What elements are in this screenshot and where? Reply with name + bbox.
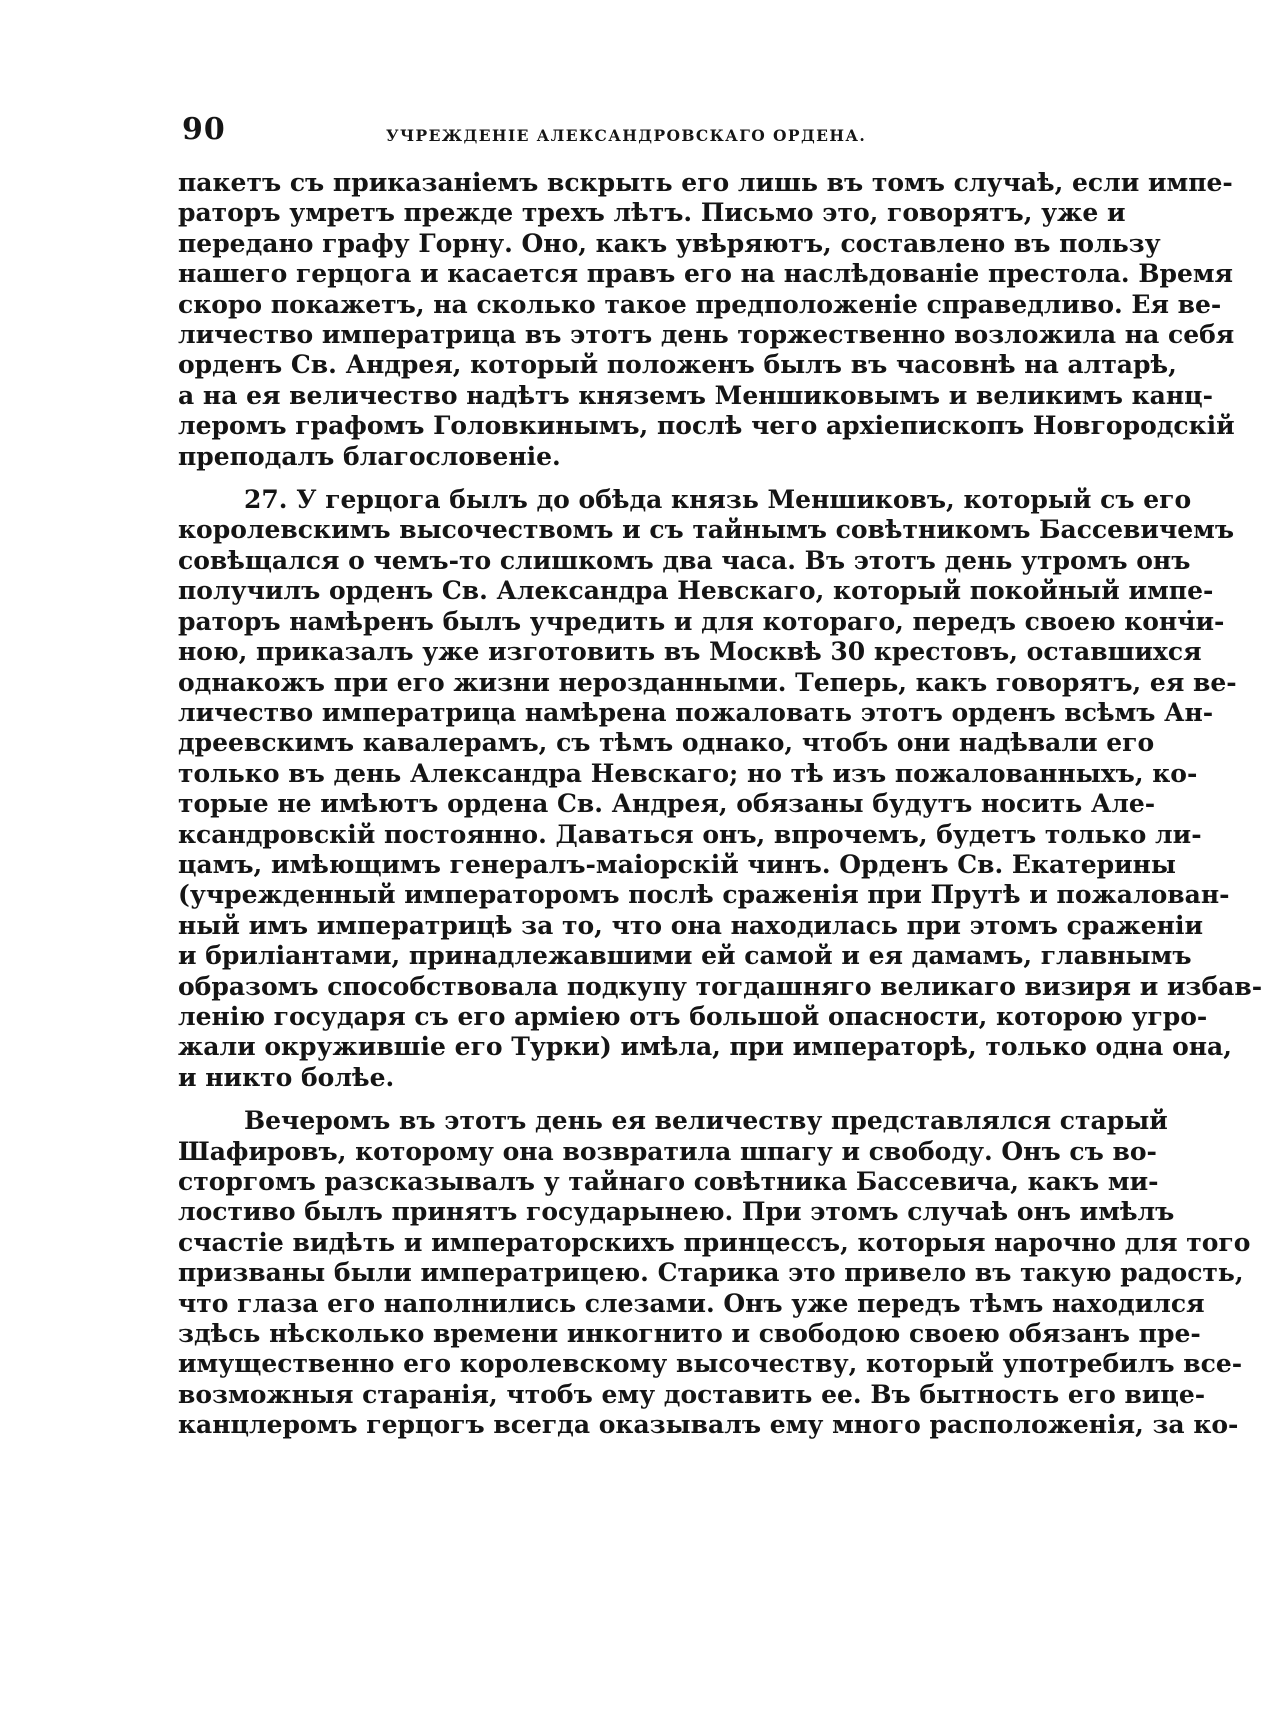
text-line: Вечеромъ въ этотъ день ея величеству представлялся старый xyxy=(244,1106,1168,1136)
text-line: торые не имѣютъ ордена Св. Андрея, обязаны будутъ носить Але- xyxy=(178,789,1156,819)
paragraph-3 xyxy=(178,1106,1251,1440)
text-line: здѣсь нѣсколько времени инкогнито и свободою своею обязанъ пре- xyxy=(178,1319,1201,1349)
text-line: канцлеромъ герцогъ всегда оказывалъ ему много расположенія, за ко- xyxy=(178,1410,1239,1440)
running-title: УЧРЕЖДЕНІЕ АЛЕКСАНДРОВСКАГО ОРДЕНА. xyxy=(386,126,867,145)
text-line: имущественно его королевскому высочеству, который употребилъ все- xyxy=(178,1349,1243,1379)
text-line: сторгомъ разсказывалъ у тайнаго совѣтника Бассевича, какъ ми- xyxy=(178,1167,1159,1196)
text-line: личество императрица въ этотъ день торжественно возложила на себя xyxy=(178,320,1235,350)
text-line: королевскимъ высочествомъ и съ тайнымъ совѣтникомъ Бассевичемъ xyxy=(178,515,1235,545)
text-line: образомъ способствовала подкупу тогдашняго великаго визиря и избав- xyxy=(178,971,1262,1001)
page-header xyxy=(0,0,1140,160)
paragraph-gap xyxy=(178,1093,1064,1106)
text-line: получилъ орденъ Св. Александра Невскаго, который покойный импе- xyxy=(178,576,1214,606)
text-line: однакожъ при его жизни нерозданными. Теперь, какъ говорятъ, ея ве- xyxy=(178,667,1237,697)
text-line: и никто болѣе. xyxy=(178,1062,395,1092)
text-line: орденъ Св. Андрея, который положенъ былъ въ часовнѣ на алтарѣ, xyxy=(178,350,1177,380)
text-line: а на ея величество надѣтъ княземъ Меншиковымъ и великимъ канц- xyxy=(178,380,1214,410)
text-line: раторъ умретъ прежде трехъ лѣтъ. Письмо это, говорятъ, уже и xyxy=(178,198,1126,228)
text-line: Шафировъ, которому она возвратила шпагу и свободу. Онъ съ во- xyxy=(178,1136,1157,1166)
text-line: призваны были императрицею. Старика это привело въ такую радость, xyxy=(178,1258,1244,1288)
text-line: счастіе видѣть и императорскихъ принцессъ, которыя нарочно для того xyxy=(178,1227,1251,1257)
text-line: раторъ намѣренъ былъ учредить и для котораго, передъ своею конч̇и- xyxy=(178,606,1225,636)
text-line: и бриліантами, принадлежавшими ей самой и ея дамамъ, главнымъ xyxy=(178,941,1192,971)
text-line: (учрежденный императоромъ послѣ сраженія при Прутѣ и пожалован- xyxy=(178,880,1230,910)
text-line: жали окружившіе его Турки) имѣла, при императорѣ, только одна она, xyxy=(178,1032,1232,1062)
page-number: 90 xyxy=(182,112,226,147)
text-line: ксандровскій постоянно. Даваться онъ, впрочемъ, будетъ только ли- xyxy=(178,819,1202,849)
text-line: дреевскимъ кавалерамъ, съ тѣмъ однако, чтобъ они надѣвали его xyxy=(178,728,1155,758)
body-text xyxy=(178,168,1262,1441)
text-line: ною, приказалъ уже изготовить въ Москвѣ 30 крестовъ, оставшихся xyxy=(178,637,1202,667)
text-line: совѣщался о чемъ-то слишкомъ два часа. Въ этотъ день утромъ онъ xyxy=(178,545,1191,575)
paragraph-1 xyxy=(178,168,1235,472)
paragraph-gap xyxy=(178,472,1064,485)
text-line: ленію государя съ его арміею отъ большой опасности, которою угро- xyxy=(178,1001,1208,1031)
text-line: нашего герцога и касается правъ его на наслѣдованіе престола. Время xyxy=(178,259,1234,289)
text-line: преподалъ благословеніе. xyxy=(178,441,561,471)
text-line: пакетъ съ приказаніемъ вскрыть его лишь въ томъ случаѣ, если импе- xyxy=(178,168,1233,197)
text-line: ный имъ императрицѣ за то, что она находилась при этомъ сраженіи xyxy=(178,910,1204,940)
text-line: передано графу Горну. Оно, какъ увѣряютъ, составлено въ пользу xyxy=(178,228,1161,258)
text-line: лостиво былъ принятъ государынею. При этомъ случаѣ онъ имѣлъ xyxy=(178,1197,1175,1227)
text-line: цамъ, имѣющимъ генералъ-маіорскій чинъ. Орденъ Св. Екатерины xyxy=(178,849,1176,879)
text-line: 27. У герцога былъ до обѣда князь Меншиковъ, который съ его xyxy=(244,485,1192,515)
text-line: возможныя старанія, чтобъ ему доставить ее. Въ бытность его вице- xyxy=(178,1379,1206,1409)
text-line: леромъ графомъ Головкинымъ, послѣ чего архіепископъ Новгородскій xyxy=(178,411,1235,441)
text-line: только въ день Александра Невскаго; но тѣ изъ пожалованныхъ, ко- xyxy=(178,758,1198,788)
paragraph-2 xyxy=(178,485,1262,1093)
text-line: что глаза его наполнились слезами. Онъ уже передъ тѣмъ находился xyxy=(178,1288,1205,1318)
text-line: скоро покажетъ, на сколько такое предположеніе справедливо. Ея ве- xyxy=(178,289,1222,319)
text-line: личество императрица намѣрена пожаловать этотъ орденъ всѣмъ Ан- xyxy=(178,697,1214,727)
